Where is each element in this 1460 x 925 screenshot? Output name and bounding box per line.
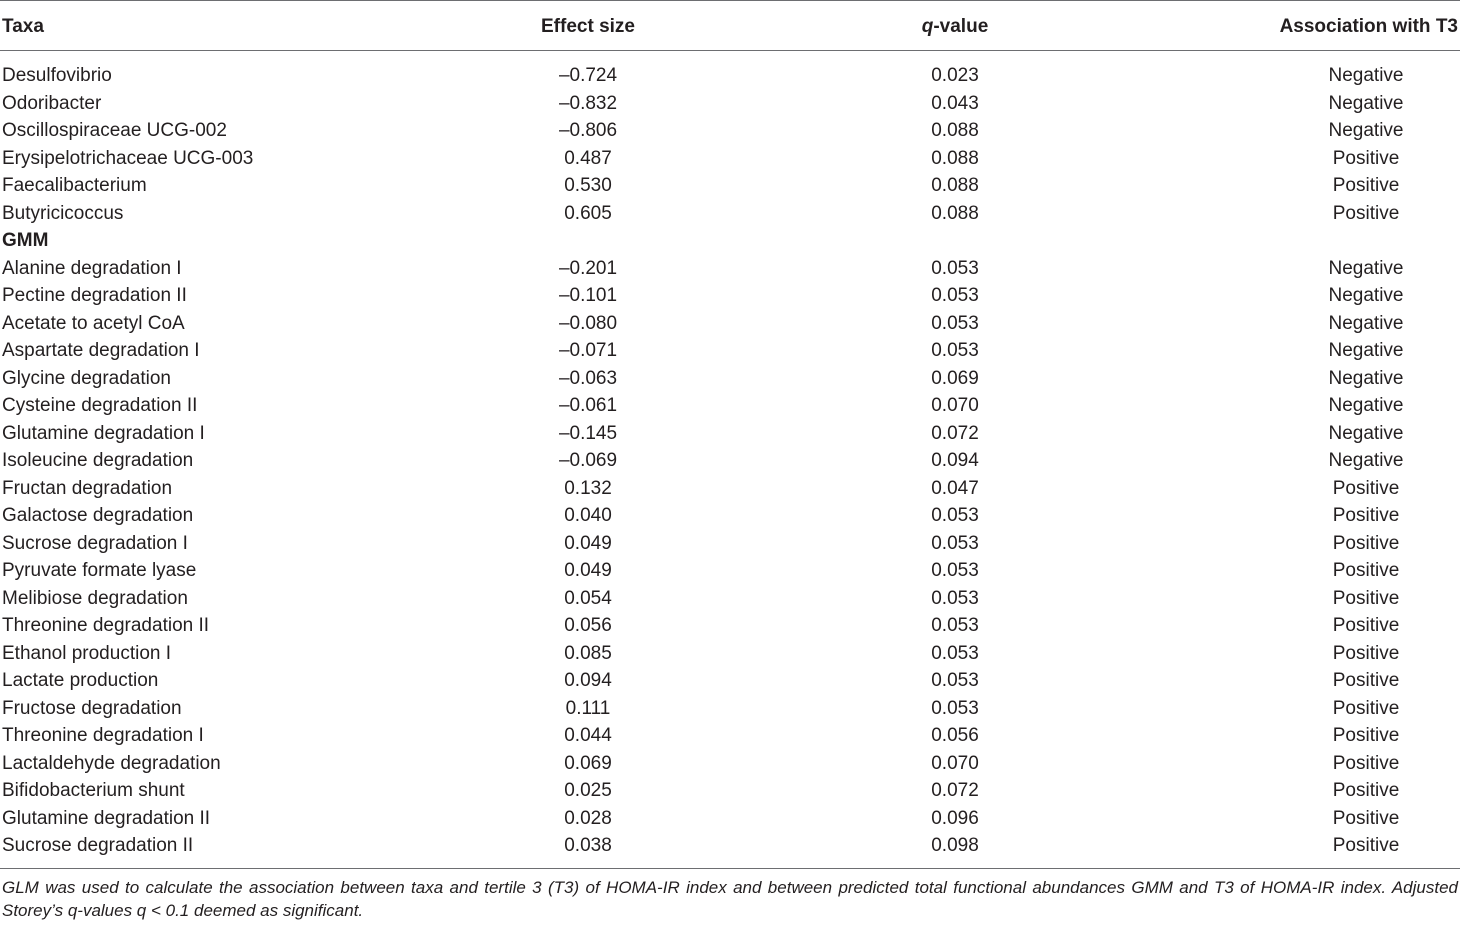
effect-size-cell: –0.080 — [558, 312, 618, 334]
effect-size-cell: 0.111 — [565, 697, 611, 719]
q-value-cell: 0.047 — [931, 477, 979, 499]
association-cell: Negative — [1328, 422, 1404, 444]
association-cell: Positive — [1332, 835, 1400, 856]
association-cell: Positive — [1332, 202, 1400, 224]
table-row — [0, 667, 1460, 695]
q-value-cell: 0.053 — [931, 285, 979, 306]
q-value-cell: 0.053 — [931, 257, 979, 279]
taxa-cell: Erysipelotrichaceae UCG-003 — [2, 147, 254, 169]
taxa-cell: Lactate production — [2, 670, 159, 691]
taxa-cell: Pyruvate formate lyase — [2, 560, 197, 581]
taxa-cell: Threonine degradation I — [2, 725, 204, 746]
taxa-cell: Oscillospiraceae UCG-002 — [2, 120, 227, 141]
association-cell: Positive — [1332, 532, 1400, 554]
effect-size-cell: 0.044 — [564, 725, 612, 746]
table-row — [0, 62, 1460, 90]
association-cell: Positive — [1332, 175, 1400, 196]
association-cell: Positive — [1332, 725, 1400, 746]
effect-size-cell: 0.025 — [564, 780, 612, 801]
taxa-cell: Melibiose degradation — [2, 587, 188, 609]
q-value-cell: 0.072 — [931, 422, 979, 444]
q-value-cell: 0.053 — [931, 670, 979, 691]
section-header-row — [0, 227, 1460, 255]
association-cell: Positive — [1332, 807, 1400, 829]
taxa-cell: Alanine degradation I — [2, 257, 182, 279]
header-q-value — [922, 15, 989, 39]
table-bottom-rule — [0, 868, 1460, 869]
table-row — [0, 612, 1460, 640]
association-cell: Negative — [1328, 285, 1404, 306]
taxa-cell: Faecalibacterium — [2, 175, 147, 196]
effect-size-cell: 0.056 — [564, 615, 612, 636]
table-row — [0, 200, 1460, 228]
taxa-cell: Butyricicoccus — [2, 202, 124, 224]
effect-size-cell: 0.487 — [564, 147, 612, 169]
effect-size-cell: –0.063 — [558, 367, 618, 389]
effect-size-cell: 0.038 — [564, 835, 612, 856]
q-value-cell: 0.088 — [931, 147, 979, 169]
table-row — [0, 502, 1460, 530]
q-value-cell: 0.070 — [931, 752, 979, 774]
association-cell: Negative — [1328, 120, 1404, 141]
table-row — [0, 722, 1460, 750]
q-value-cell: 0.096 — [931, 807, 979, 829]
taxa-cell: Lactaldehyde degradation — [2, 752, 221, 774]
table-row — [0, 90, 1460, 118]
taxa-cell: Bifidobacterium shunt — [2, 780, 185, 801]
effect-size-cell: 0.049 — [564, 560, 612, 581]
q-value-cell: 0.053 — [931, 697, 979, 719]
q-value-cell: 0.088 — [931, 120, 979, 141]
taxa-cell: Isoleucine degradation — [2, 450, 194, 471]
effect-size-cell: 0.530 — [564, 175, 612, 196]
table-row — [0, 475, 1460, 503]
table-row — [0, 172, 1460, 200]
q-value-cell: 0.094 — [931, 450, 979, 471]
q-value-cell: 0.053 — [931, 532, 979, 554]
table-row — [0, 530, 1460, 558]
table-row — [0, 365, 1460, 393]
table-header-row — [0, 0, 1460, 50]
association-cell: Negative — [1328, 340, 1404, 361]
effect-size-cell: 0.605 — [564, 202, 612, 224]
taxa-cell: Threonine degradation II — [2, 615, 210, 636]
association-cell: Positive — [1332, 752, 1400, 774]
q-value-cell: 0.069 — [931, 367, 979, 389]
table-row — [0, 585, 1460, 613]
association-cell: Positive — [1332, 615, 1400, 636]
association-cell: Positive — [1332, 670, 1400, 691]
association-cell: Negative — [1328, 65, 1404, 86]
q-value-cell: 0.023 — [931, 65, 979, 86]
taxa-cell: Odoribacter — [2, 92, 102, 114]
association-cell: Positive — [1332, 147, 1400, 169]
taxa-cell: Pectine degradation II — [2, 285, 187, 306]
table-row — [0, 337, 1460, 365]
effect-size-cell: –0.061 — [558, 395, 618, 416]
association-cell: Negative — [1328, 367, 1404, 389]
table-row — [0, 695, 1460, 723]
table-footnote: GLM was used to calculate the association between taxa and tertile 3 (T3) of HOMA-IR index and between predicted total functional abundances GMM and T3 of HOMA-IR index. Adjusted Storey’s q-values q < 0.1 deemed as significant. — [2, 878, 1458, 920]
taxa-cell: Glutamine degradation I — [2, 422, 205, 444]
table-row — [0, 392, 1460, 420]
effect-size-cell: –0.806 — [558, 120, 618, 141]
association-cell: Negative — [1328, 312, 1404, 334]
effect-size-cell: 0.054 — [564, 587, 612, 609]
header-taxa: Taxa — [2, 16, 44, 37]
taxa-cell: Galactose degradation — [2, 505, 194, 526]
q-value-cell: 0.098 — [931, 835, 979, 856]
association-cell: Positive — [1332, 477, 1400, 499]
header-association: Association with T3 — [1279, 16, 1458, 37]
taxa-cell: Sucrose degradation I — [2, 532, 188, 554]
table-row — [0, 805, 1460, 833]
q-value-cell: 0.072 — [931, 780, 979, 801]
association-cell: Positive — [1332, 642, 1400, 664]
effect-size-cell: –0.071 — [558, 340, 618, 361]
effect-size-cell: 0.094 — [564, 670, 612, 691]
table-row — [0, 282, 1460, 310]
effect-size-cell: 0.085 — [564, 642, 612, 664]
association-cell: Negative — [1328, 450, 1404, 471]
association-cell: Negative — [1328, 395, 1404, 416]
table-row — [0, 557, 1460, 585]
q-value-cell: 0.053 — [931, 560, 979, 581]
association-cell: Positive — [1332, 560, 1400, 581]
association-cell: Positive — [1332, 587, 1400, 609]
header-q-suffix: -value — [933, 16, 989, 37]
association-cell: Positive — [1332, 780, 1400, 801]
effect-size-cell: –0.069 — [558, 450, 618, 471]
association-cell: Negative — [1328, 257, 1404, 279]
table-row — [0, 640, 1460, 668]
effect-size-cell: 0.040 — [564, 505, 612, 526]
effect-size-cell: –0.201 — [558, 257, 618, 279]
q-value-cell: 0.053 — [931, 340, 979, 361]
q-value-cell: 0.053 — [931, 587, 979, 609]
q-value-cell: 0.070 — [931, 395, 979, 416]
effect-size-cell: –0.832 — [558, 92, 618, 114]
taxa-cell: Sucrose degradation II — [2, 835, 194, 856]
taxa-cell: Fructan degradation — [2, 477, 173, 499]
taxa-cell: Glutamine degradation II — [2, 807, 211, 829]
effect-size-cell: 0.028 — [564, 807, 612, 829]
table-row — [0, 145, 1460, 173]
taxa-cell: Acetate to acetyl CoA — [2, 312, 185, 334]
section-label: GMM — [2, 230, 49, 251]
taxa-cell: Glycine degradation — [2, 367, 171, 389]
q-value-cell: 0.053 — [931, 312, 979, 334]
association-cell: Negative — [1328, 92, 1404, 114]
table-row — [0, 255, 1460, 283]
q-value-cell: 0.088 — [931, 202, 979, 224]
effect-size-cell: –0.724 — [558, 65, 618, 86]
effect-size-cell: 0.069 — [564, 752, 612, 774]
table-row — [0, 310, 1460, 338]
effect-size-cell: 0.049 — [564, 532, 612, 554]
table-row — [0, 832, 1460, 860]
table-body — [0, 62, 1460, 860]
association-cell: Positive — [1332, 505, 1400, 526]
header-bottom-rule — [0, 50, 1460, 51]
header-q-italic: q — [921, 16, 934, 37]
q-value-cell: 0.056 — [931, 725, 979, 746]
q-value-cell: 0.053 — [931, 642, 979, 664]
taxa-cell: Cysteine degradation II — [2, 395, 198, 416]
table-row — [0, 777, 1460, 805]
effect-size-cell: 0.132 — [564, 477, 612, 499]
association-cell: Positive — [1332, 697, 1400, 719]
effect-size-cell: –0.145 — [558, 422, 618, 444]
taxa-cell: Ethanol production I — [2, 642, 172, 664]
q-value-cell: 0.043 — [931, 92, 979, 114]
taxa-cell: Fructose degradation — [2, 697, 182, 719]
table-row — [0, 420, 1460, 448]
effect-size-cell: –0.101 — [558, 285, 618, 306]
table-row — [0, 447, 1460, 475]
taxa-cell: Desulfovibrio — [2, 65, 112, 86]
table-row — [0, 750, 1460, 778]
q-value-cell: 0.053 — [931, 615, 979, 636]
q-value-cell: 0.088 — [931, 175, 979, 196]
header-effect-size: Effect size — [541, 16, 635, 37]
taxa-cell: Aspartate degradation I — [2, 340, 200, 361]
table-row — [0, 117, 1460, 145]
q-value-cell: 0.053 — [931, 505, 979, 526]
